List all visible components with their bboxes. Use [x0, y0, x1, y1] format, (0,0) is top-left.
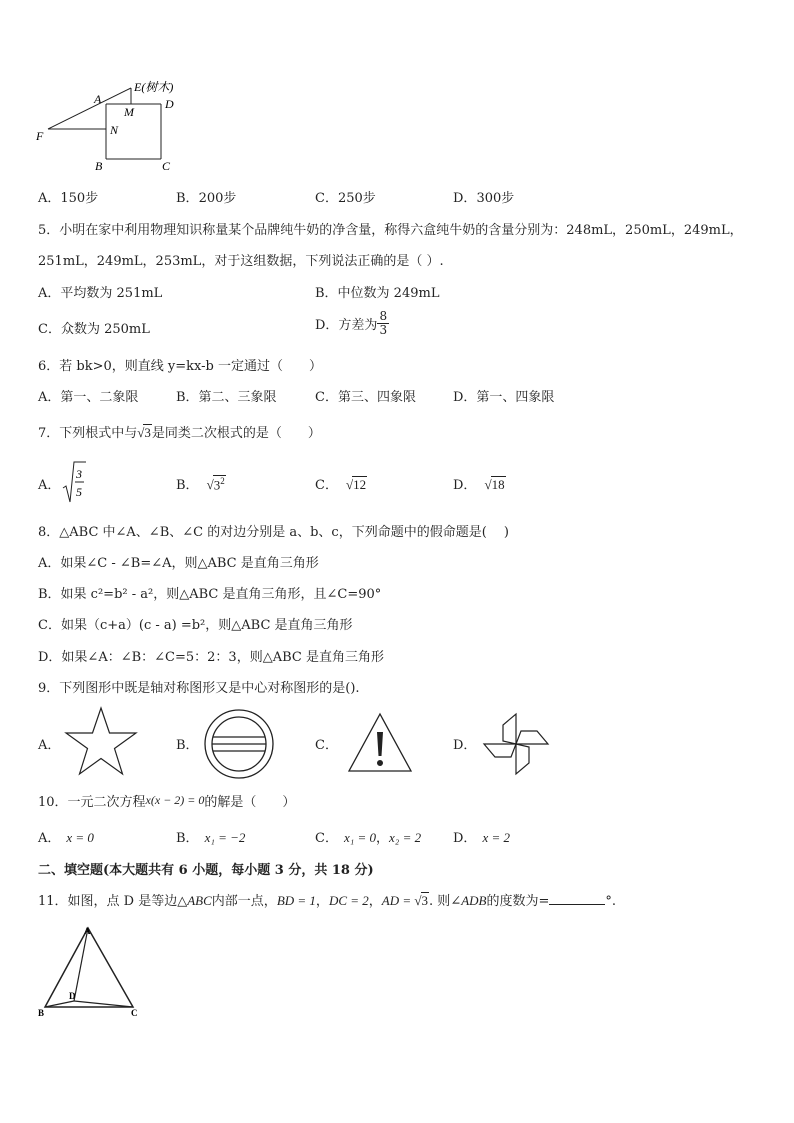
stem-text: 的度数为= — [486, 894, 550, 909]
option-text: 300步 — [476, 191, 515, 206]
label-D: D — [165, 97, 174, 111]
option-math: x₁ = 0 — [343, 830, 377, 845]
option-letter: C． — [315, 478, 338, 493]
label-A: A — [84, 926, 91, 936]
option-letter: B． — [176, 478, 199, 493]
option-letter: D． — [453, 478, 477, 493]
star-icon[interactable] — [63, 706, 139, 778]
q6-option-a[interactable]: A．第一、二象限 — [38, 390, 139, 405]
warning-triangle-icon[interactable] — [347, 712, 413, 774]
stem-text: 7．下列根式中与 — [38, 426, 138, 441]
option-math: x = 0 — [66, 830, 94, 845]
q6-option-b[interactable]: B．第二、三象限 — [176, 390, 277, 405]
label-B: B — [95, 159, 103, 173]
stem-text: 11．如图，点 D 是等边 — [38, 894, 178, 909]
q4-option-b[interactable] — [176, 187, 236, 206]
q8-option-c[interactable]: C．如果（c+a）(c - a) =b²，则△ABC 是直角三角形 — [38, 618, 353, 633]
pinwheel-icon[interactable] — [481, 711, 551, 777]
exponent: 2 — [220, 475, 225, 486]
q10-stem — [38, 791, 295, 810]
label-N: N — [110, 123, 119, 137]
equation: x(x − 2) = 0 — [145, 793, 205, 807]
numerator: 3 — [76, 467, 82, 481]
option-math: x₁ = −2 — [204, 830, 246, 845]
option-text: 250步 — [337, 191, 376, 206]
q6-stem: 6．若 bk>0，则直线 y=kx-b 一定通过（ ） — [38, 359, 322, 374]
q5-option-c[interactable]: C．众数为 250mL — [38, 322, 150, 337]
option-text: D．方差为 — [315, 318, 378, 333]
q7-option-d[interactable] — [453, 474, 506, 493]
separator: ， — [368, 894, 382, 909]
answer-blank[interactable] — [549, 892, 605, 905]
triangle-abc: △ABC — [177, 893, 212, 908]
label-F: F — [36, 129, 44, 143]
q8-stem: 8．△ABC 中∠A、∠B、∠C 的对边分别是 a、b、c，下列命题中的假命题是( ) — [38, 525, 509, 540]
stem-text: 是同类二次根式的是（ ） — [151, 426, 321, 441]
q7-option-c[interactable] — [315, 474, 367, 493]
q10-option-a[interactable] — [38, 827, 94, 846]
label-M: M — [124, 105, 134, 119]
option-math: x = 2 — [482, 830, 510, 845]
stem-text: . 则 — [429, 894, 451, 909]
option-text: 150步 — [60, 191, 99, 206]
stem-text: °. — [605, 894, 617, 909]
stem-text: 的解是（ ） — [204, 795, 296, 810]
q10-option-b[interactable] — [176, 827, 245, 846]
radicand: 3 — [144, 425, 151, 440]
label-D: D — [69, 991, 76, 1001]
separator: ， — [315, 894, 329, 909]
q8-option-d[interactable]: D．如果∠A：∠B：∠C=5：2：3，则△ABC 是直角三角形 — [38, 650, 384, 665]
denominator: 3 — [379, 323, 388, 337]
option-letter: A． — [38, 478, 61, 493]
option-letter: D． — [453, 191, 477, 206]
denominator: 5 — [76, 485, 82, 499]
q9-option-c[interactable]: C． — [315, 738, 338, 753]
q10-option-c[interactable] — [315, 827, 421, 846]
q5-stem-line2: 251mL，249mL，253mL，对于这组数据，下列说法正确的是（ ）. — [38, 254, 444, 269]
q5-stem-line1: 5．小明在家中利用物理知识称量某个品牌纯牛奶的净含量，称得六盒纯牛奶的含量分别为：248mL，250mL，249mL， — [38, 223, 743, 238]
ad-value: AD = — [381, 893, 415, 908]
sqrt-fraction-3-5 — [62, 460, 86, 504]
option-math: x₂ = 2 — [389, 830, 422, 845]
q9-stem: 9．下列图形中既是轴对称图形又是中心对称图形的是(). — [38, 681, 360, 696]
sqrt-3: √3 — [414, 893, 429, 908]
radicand: 18 — [491, 477, 505, 492]
dc-value: DC = 2 — [328, 893, 369, 908]
q8-option-a[interactable]: A．如果∠C - ∠B=∠A，则△ABC 是直角三角形 — [38, 556, 319, 571]
q6-option-d[interactable]: D．第一、四象限 — [453, 390, 555, 405]
option-letter: B． — [176, 191, 199, 206]
radicand: 12 — [353, 477, 367, 492]
q5-option-a[interactable]: A．平均数为 251mL — [38, 286, 163, 301]
separator: ， — [376, 831, 390, 846]
option-letter: B． — [176, 831, 199, 846]
tree-square-figure — [30, 78, 200, 178]
q4-option-c[interactable] — [315, 187, 376, 206]
q7-stem — [38, 422, 321, 441]
q8-option-b[interactable]: B．如果 c²=b² - a²，则△ABC 是直角三角形，且∠C=90° — [38, 587, 382, 602]
angle-adb: ∠ADB — [450, 893, 487, 908]
equilateral-triangle-figure — [36, 922, 146, 1018]
base: 3 — [213, 477, 221, 492]
radicand: 3 — [421, 893, 429, 908]
sqrt-3-squared: $√3^2$ — [206, 475, 225, 492]
q4-option-d[interactable] — [453, 187, 514, 206]
option-letter: C． — [315, 191, 338, 206]
option-letter: C． — [315, 831, 338, 846]
bd-value: BD = 1 — [276, 893, 316, 908]
q6-option-c[interactable]: C．第三、四象限 — [315, 390, 416, 405]
q10-option-d[interactable] — [453, 827, 510, 846]
section-heading-fill-in: 二、填空题(本大题共有 6 小题，每小题 3 分，共 18 分) — [38, 863, 374, 878]
q11-stem — [38, 890, 616, 909]
label-A: A — [94, 92, 102, 106]
option-text: 200步 — [198, 191, 237, 206]
q4-option-a[interactable] — [38, 187, 98, 206]
option-letter: A． — [38, 191, 61, 206]
no-entry-sign-icon[interactable] — [203, 708, 275, 780]
option-letter: A． — [38, 831, 61, 846]
q5-option-d[interactable] — [315, 310, 389, 337]
numerator: 8 — [379, 309, 388, 323]
q5-option-b[interactable]: B．中位数为 249mL — [315, 286, 440, 301]
sqrt-3: √3 — [137, 425, 151, 440]
fraction — [377, 310, 389, 337]
q9-option-d[interactable]: D． — [453, 738, 477, 753]
sqrt-18: √18 — [484, 477, 505, 492]
label-C: C — [131, 1008, 138, 1018]
stem-text: 内部一点， — [211, 894, 277, 909]
label-B: B — [38, 1008, 45, 1018]
label-C: C — [162, 159, 171, 173]
sqrt-12: √12 — [345, 477, 367, 492]
stem-text: 10．一元二次方程 — [38, 795, 146, 810]
option-letter: D． — [453, 831, 477, 846]
q9-option-b[interactable]: B． — [176, 738, 199, 753]
label-E: E(树木) — [134, 80, 174, 94]
q9-option-a[interactable]: A． — [38, 738, 61, 753]
q7-option-b[interactable] — [176, 474, 226, 493]
